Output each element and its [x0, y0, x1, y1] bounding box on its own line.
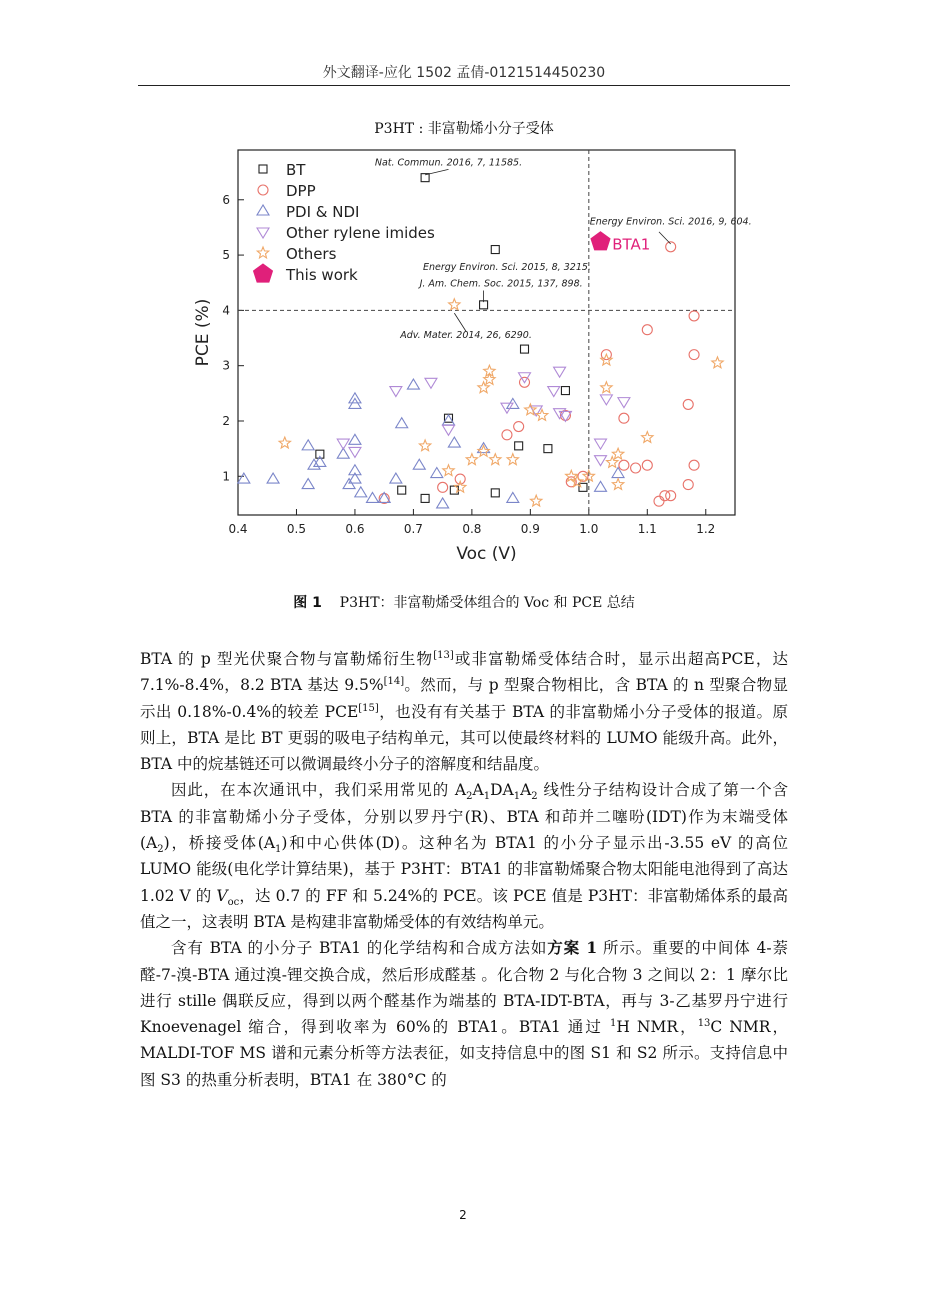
legend-label-bt: BT	[286, 161, 306, 179]
header-rule	[138, 85, 790, 86]
point-other-rylene-imides	[390, 387, 402, 397]
paragraph-2: 因此，在本次通讯中，我们采用常见的 $A_2A_1DA_1A_2$ 线性分子结构设计合成了第一个含 BTA 的非富勒烯小分子受体，分别以罗丹宁(R)、BTA 和茚并二噻吩(IDT)作为末端受体$(A_2)$，桥接受体$(A_1)$和中心供体(D)。这种名为 BTA1 的小分子显示出-3.55 eV 的高位 LUMO 能级(电化学计算结果)，基于 P3HT：BTA1 的非富勒烯聚合物太阳能电池得到了高达 1.02 V 的 $V_{oc}$，达 0.7 的 FF 和 5.24%的 PCE。该 PCE 值是 P3HT：非富勒烯体系的最高值之一，这表明 BTA 是构建非富勒烯受体的有效结构单元。	[140, 781, 788, 931]
reference-annotation: Energy Environ. Sci. 2016, 9, 604.	[589, 216, 752, 228]
point-pdi-ndi	[390, 473, 402, 483]
point-others	[531, 495, 542, 506]
reference-annotation: Nat. Commun. 2016, 7, 11585.	[374, 157, 523, 169]
x-tick-label: 0.6	[345, 522, 365, 536]
y-tick-label: 5	[222, 248, 230, 263]
legend-marker-pdi-ndi	[257, 205, 269, 215]
y-axis-label: PCE (%)	[193, 298, 213, 367]
x-tick-label: 0.5	[286, 522, 307, 536]
point-bt	[544, 445, 552, 453]
figure-caption	[138, 592, 790, 612]
bta1-label: BTA1	[612, 235, 651, 254]
point-pdi-ndi	[302, 479, 314, 489]
legend-label-dpp: DPP	[286, 182, 316, 200]
page-header: 外文翻译-应化 1502 孟倩-0121514450230	[322, 65, 606, 81]
annotation-arrow	[454, 313, 466, 331]
point-dpp	[666, 491, 676, 501]
point-dpp	[438, 482, 448, 492]
paragraph-1: BTA 的 p 型光伏聚合物与富勒烯衍生物[13]或非富勒烯受体结合时，显示出超高PCE，达 7.1%-8.4%，8.2 BTA 基达 9.5%[14]。然而，与 p 型聚合物相比，含 BTA 的 n 型聚合物显示出 0.18%-0.4%的较差 PCE[15]，也没有有关基于 BTA 的非富勒烯小分子受体的报道。原则上，BTA 是比 BT 更弱的吸电子结构单元，其可以使最终材料的 LUMO 能级升高。此外，BTA 中的烷基链还可以微调最终小分子的溶解度和结晶度。	[140, 649, 789, 774]
point-other-rylene-imides	[595, 439, 607, 449]
point-pdi-ndi	[448, 437, 460, 447]
point-others	[612, 448, 623, 459]
chart-annotations	[375, 157, 752, 341]
point-pdi-ndi	[431, 468, 443, 478]
point-dpp	[660, 491, 670, 501]
point-dpp	[631, 463, 641, 473]
point-other-rylene-imides	[442, 425, 454, 435]
reference-annotation: J. Am. Chem. Soc. 2015, 137, 898.	[419, 278, 583, 290]
point-dpp	[683, 399, 693, 409]
reference-annotation: Energy Environ. Sci. 2015, 8, 3215.	[422, 262, 591, 274]
point-others	[455, 481, 466, 492]
point-pdi-ndi	[595, 481, 607, 491]
x-tick-label: 0.8	[462, 522, 482, 536]
x-tick-label: 1.1	[637, 522, 657, 536]
page-number: 2	[459, 1208, 467, 1222]
point-pdi-ndi	[612, 468, 624, 478]
y-tick-label: 3	[222, 358, 230, 373]
point-others	[612, 479, 623, 490]
point-others	[478, 445, 489, 456]
point-dpp	[666, 242, 676, 252]
legend-label-others: Others	[286, 245, 337, 263]
point-others	[484, 374, 495, 385]
point-other-rylene-imides	[548, 387, 560, 397]
point-dpp	[689, 311, 699, 321]
legend-label-pdi-ndi: PDI & NDI	[286, 203, 360, 221]
point-others	[712, 357, 723, 368]
legend-label-other-rylene-imides: Other rylene imides	[286, 224, 435, 242]
point-others	[642, 432, 653, 443]
point-dpp	[642, 460, 652, 470]
point-pdi-ndi	[238, 473, 250, 483]
figure-caption-text: P3HT：非富勒烯受体组合的 Voc 和 PCE 总结	[339, 595, 635, 611]
y-tick-label: 1	[222, 469, 230, 484]
point-dpp	[689, 460, 699, 470]
paragraph-3: 含有 BTA 的小分子 BTA1 的化学结构和合成方法如方案 1 所示。重要的中间体 4-萘醛-7-溴-BTA 通过溴-锂交换合成，然后形成醛基 。化合物 2 与化合物 3 之间以 2：1 摩尔比进行 stille 偶联反应，得到以两个醛基作为端基的 BTA-IDT-BTA，再与 3-乙基罗丹宁进行 Knoevenagel 缩合，得到收率为 60%的 BTA1。BTA1 通过 $^1$H NMR，$^{13}$C NMR，MALDI-TOF MS 谱和元素分析等方法表征，如支持信息中的图 S1 和 S2 所示。支持信息中图 S3 的热重分析表明，BTA1 在 380°C 的	[140, 938, 788, 1089]
point-dpp	[683, 480, 693, 490]
point-others	[466, 454, 477, 465]
point-other-rylene-imides	[600, 395, 612, 405]
point-pdi-ndi	[396, 418, 408, 428]
point-others	[449, 299, 460, 310]
point-other-rylene-imides	[595, 456, 607, 466]
legend-marker-other-rylene-imides	[257, 228, 269, 238]
point-others	[601, 382, 612, 393]
point-pdi-ndi	[355, 487, 367, 497]
x-tick-label: 0.7	[403, 522, 423, 536]
point-pdi-ndi	[302, 440, 314, 450]
point-dpp	[689, 350, 699, 360]
point-others	[279, 437, 290, 448]
x-tick-label: 1.0	[579, 522, 599, 536]
point-other-rylene-imides	[618, 398, 630, 408]
point-pdi-ndi	[349, 434, 361, 444]
y-tick-label: 6	[222, 192, 230, 207]
point-bt	[491, 489, 499, 497]
point-other-rylene-imides	[425, 378, 437, 388]
y-tick-label: 4	[222, 303, 230, 318]
point-others	[443, 465, 454, 476]
x-tick-label: 0.4	[228, 522, 248, 536]
point-bt	[491, 246, 499, 254]
point-dpp	[502, 430, 512, 440]
legend-label-this-work: This work	[286, 266, 358, 284]
point-others	[419, 440, 430, 451]
legend-marker-bt	[259, 165, 267, 173]
x-axis-label: Voc (V)	[456, 544, 517, 564]
point-bt	[421, 494, 429, 502]
legend-marker-this-work	[254, 264, 273, 282]
point-others	[536, 410, 548, 421]
figure-caption-label: 图 1	[293, 595, 322, 611]
y-tick-label: 2	[222, 413, 230, 428]
reference-annotation: Adv. Mater. 2014, 26, 6290.	[400, 330, 532, 342]
annotation-arrow	[425, 169, 448, 175]
point-pdi-ndi	[413, 459, 425, 469]
point-dpp	[514, 422, 524, 432]
point-bt	[561, 387, 569, 395]
point-pdi-ndi	[308, 459, 320, 469]
legend-marker-dpp	[258, 185, 268, 195]
point-pdi-ndi	[407, 379, 419, 389]
point-bt	[398, 486, 406, 494]
point-dpp	[642, 325, 652, 335]
x-tick-label: 0.9	[520, 522, 540, 536]
point-pdi-ndi	[507, 492, 519, 502]
x-tick-label: 1.2	[696, 522, 716, 536]
point-dpp	[654, 496, 664, 506]
point-other-rylene-imides	[349, 447, 361, 457]
point-pdi-ndi	[437, 498, 449, 508]
point-dpp	[619, 460, 629, 470]
point-others	[507, 454, 518, 465]
body-text	[140, 646, 788, 1093]
point-this-work	[591, 232, 610, 250]
point-pdi-ndi	[267, 473, 279, 483]
point-pdi-ndi	[366, 492, 378, 502]
point-bt	[515, 442, 523, 450]
legend-marker-others	[257, 247, 268, 258]
point-others	[490, 454, 501, 465]
annotation-arrow	[659, 232, 671, 244]
figure-title: P3HT : 非富勒烯小分子受体	[374, 121, 554, 137]
point-other-rylene-imides	[554, 367, 566, 377]
point-dpp	[619, 413, 629, 423]
scatter-chart	[180, 140, 760, 570]
point-bt	[521, 345, 529, 353]
chart-legend	[254, 161, 435, 284]
